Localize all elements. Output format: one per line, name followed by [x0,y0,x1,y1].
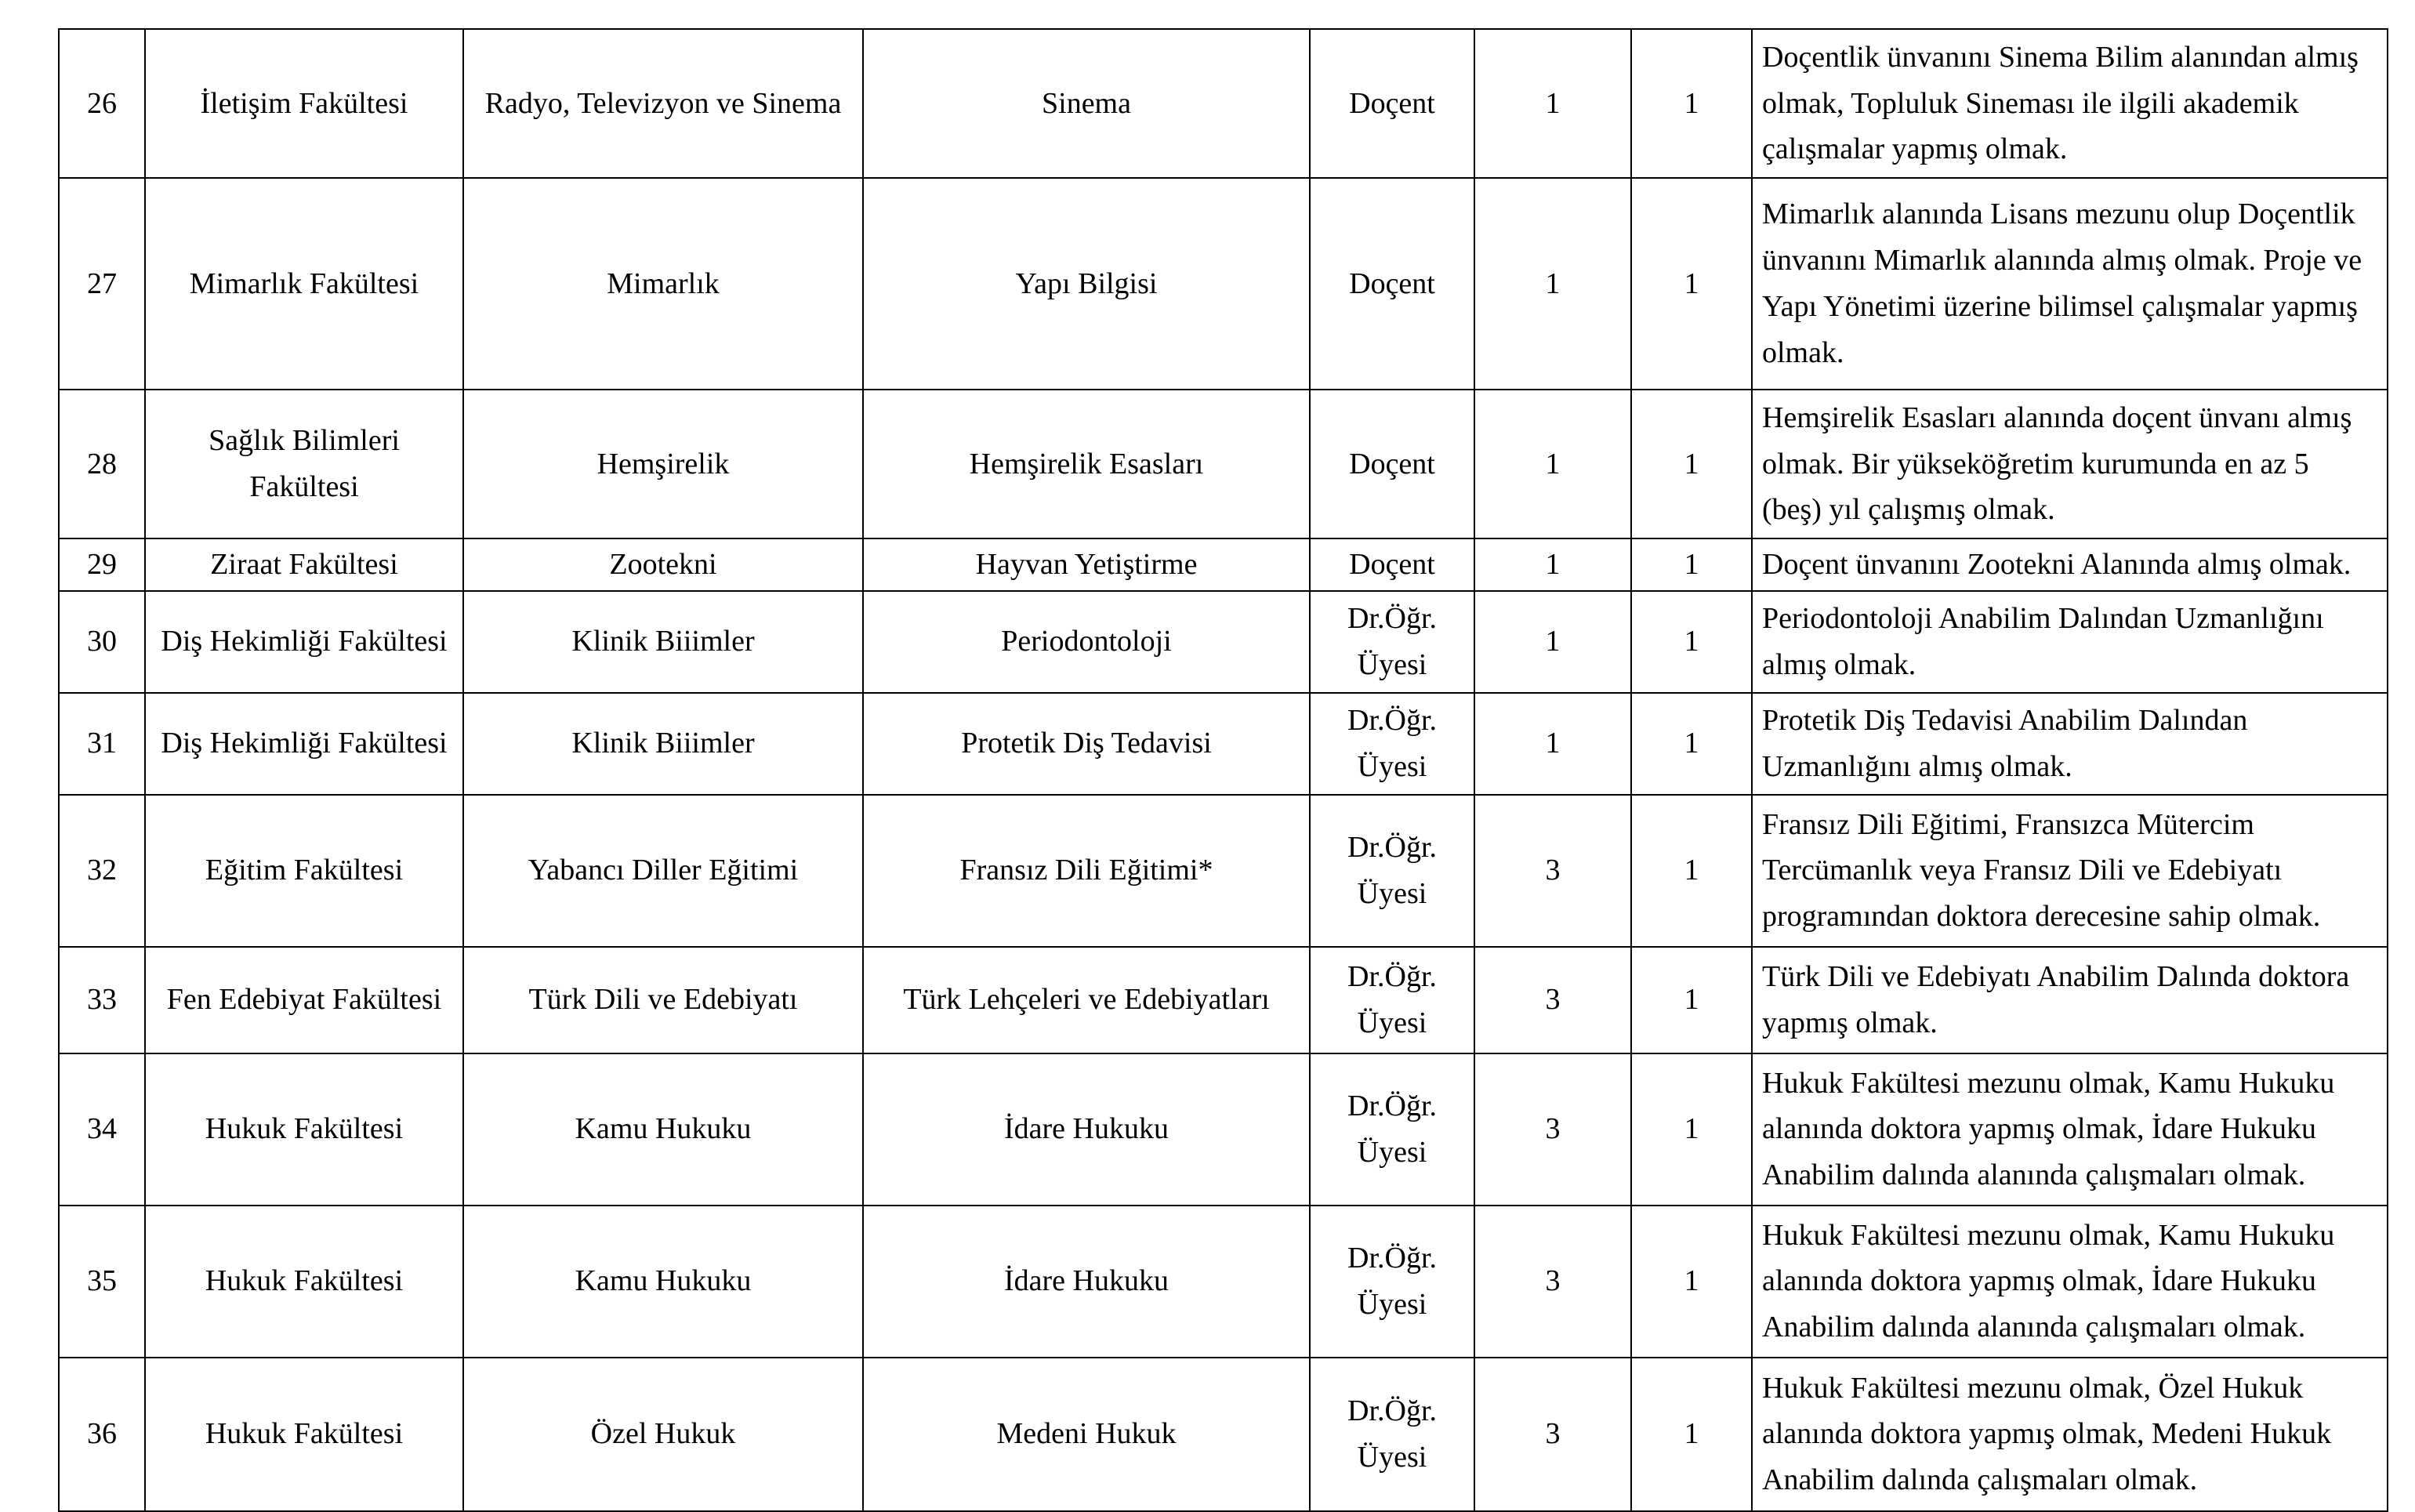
cell-description: Türk Dili ve Edebiyatı Anabilim Dalında doktora yapmış olmak. [1752,947,2388,1053]
cell-description: Doçentlik ünvanını Sinema Bilim alanından almış olmak, Topluluk Sineması ile ilgili akademik çalışmalar yapmış olmak. [1752,29,2388,178]
cell-title: Dr.Öğr. Üyesi [1310,693,1474,795]
cell-row-number: 32 [59,795,145,947]
cell-title: Dr.Öğr. Üyesi [1310,1358,1474,1511]
cell-department: Yabancı Diller Eğitimi [463,795,863,947]
cell-faculty: Fen Edebiyat Fakültesi [145,947,463,1053]
cell-department: Kamu Hukuku [463,1053,863,1206]
table-row [59,795,2388,947]
cell-department: Klinik Biiimler [463,693,863,795]
cell-row-number: 30 [59,591,145,693]
cell-row-number: 27 [59,178,145,390]
cell-field: Yapı Bilgisi [863,178,1310,390]
cell-faculty: Hukuk Fakültesi [145,1053,463,1206]
cell-degree: 3 [1474,1206,1631,1358]
cell-department: Zootekni [463,538,863,591]
cell-count: 1 [1631,591,1752,693]
cell-count: 1 [1631,947,1752,1053]
cell-department: Klinik Biiimler [463,591,863,693]
cell-field: Fransız Dili Eğitimi* [863,795,1310,947]
cell-field: İdare Hukuku [863,1053,1310,1206]
cell-description: Hemşirelik Esasları alanında doçent ünvanı almış olmak. Bir yükseköğretim kurumunda en az 5 (beş) yıl çalışmış olmak. [1752,390,2388,538]
cell-department: Radyo, Televizyon ve Sinema [463,29,863,178]
cell-department: Hemşirelik [463,390,863,538]
cell-department: Mimarlık [463,178,863,390]
cell-count: 1 [1631,1358,1752,1511]
cell-description: Protetik Diş Tedavisi Anabilim Dalından Uzmanlığını almış olmak. [1752,693,2388,795]
cell-degree: 3 [1474,1358,1631,1511]
cell-degree: 3 [1474,1053,1631,1206]
table-row [59,390,2388,538]
cell-faculty: Hukuk Fakültesi [145,1358,463,1511]
cell-description: Periodontoloji Anabilim Dalından Uzmanlığını almış olmak. [1752,591,2388,693]
cell-row-number: 28 [59,390,145,538]
cell-description: Hukuk Fakültesi mezunu olmak, Kamu Hukuku alanında doktora yapmış olmak, İdare Hukuku Anabilim dalında alanında çalışmaları olmak. [1752,1053,2388,1206]
table-row [59,538,2388,591]
cell-faculty: Sağlık Bilimleri Fakültesi [145,390,463,538]
cell-faculty: Mimarlık Fakültesi [145,178,463,390]
cell-row-number: 31 [59,693,145,795]
cell-row-number: 36 [59,1358,145,1511]
cell-department: Türk Dili ve Edebiyatı [463,947,863,1053]
table-row [59,693,2388,795]
cell-row-number: 26 [59,29,145,178]
cell-faculty: İletişim Fakültesi [145,29,463,178]
cell-title: Dr.Öğr. Üyesi [1310,947,1474,1053]
table-row [59,947,2388,1053]
cell-row-number: 34 [59,1053,145,1206]
cell-field: Hemşirelik Esasları [863,390,1310,538]
cell-department: Özel Hukuk [463,1358,863,1511]
cell-count: 1 [1631,795,1752,947]
table-row [59,178,2388,390]
academic-positions-table [58,28,2388,1512]
cell-description: Doçent ünvanını Zootekni Alanında almış olmak. [1752,538,2388,591]
cell-title: Dr.Öğr. Üyesi [1310,591,1474,693]
cell-title: Dr.Öğr. Üyesi [1310,1206,1474,1358]
cell-count: 1 [1631,178,1752,390]
cell-row-number: 33 [59,947,145,1053]
cell-degree: 1 [1474,591,1631,693]
cell-row-number: 29 [59,538,145,591]
cell-title: Doçent [1310,29,1474,178]
cell-field: İdare Hukuku [863,1206,1310,1358]
cell-field: Hayvan Yetiştirme [863,538,1310,591]
cell-faculty: Diş Hekimliği Fakültesi [145,591,463,693]
cell-count: 1 [1631,390,1752,538]
cell-field: Protetik Diş Tedavisi [863,693,1310,795]
table-row [59,591,2388,693]
cell-degree: 1 [1474,538,1631,591]
cell-degree: 1 [1474,693,1631,795]
cell-count: 1 [1631,1206,1752,1358]
cell-title: Doçent [1310,178,1474,390]
cell-degree: 3 [1474,795,1631,947]
cell-row-number: 35 [59,1206,145,1358]
cell-description: Hukuk Fakültesi mezunu olmak, Kamu Hukuku alanında doktora yapmış olmak, İdare Hukuku Anabilim dalında alanında çalışmaları olmak. [1752,1206,2388,1358]
cell-degree: 1 [1474,29,1631,178]
cell-department: Kamu Hukuku [463,1206,863,1358]
table-row [59,29,2388,178]
cell-degree: 1 [1474,390,1631,538]
cell-description: Fransız Dili Eğitimi, Fransızca Mütercim Tercümanlık veya Fransız Dili ve Edebiyatı programından doktora derecesine sahip olmak. [1752,795,2388,947]
cell-title: Doçent [1310,390,1474,538]
table-row [59,1053,2388,1206]
table-row [59,1206,2388,1358]
cell-count: 1 [1631,693,1752,795]
cell-faculty: Diş Hekimliği Fakültesi [145,693,463,795]
cell-degree: 3 [1474,947,1631,1053]
cell-count: 1 [1631,29,1752,178]
cell-title: Doçent [1310,538,1474,591]
cell-count: 1 [1631,1053,1752,1206]
cell-faculty: Ziraat Fakültesi [145,538,463,591]
cell-title: Dr.Öğr. Üyesi [1310,795,1474,947]
table-row [59,1358,2388,1511]
cell-field: Periodontoloji [863,591,1310,693]
cell-degree: 1 [1474,178,1631,390]
cell-field: Medeni Hukuk [863,1358,1310,1511]
cell-count: 1 [1631,538,1752,591]
cell-description: Mimarlık alanında Lisans mezunu olup Doçentlik ünvanını Mimarlık alanında almış olmak. Proje ve Yapı Yönetimi üzerine bilimsel çalışmalar yapmış olmak. [1752,178,2388,390]
cell-faculty: Hukuk Fakültesi [145,1206,463,1358]
cell-field: Türk Lehçeleri ve Edebiyatları [863,947,1310,1053]
cell-field: Sinema [863,29,1310,178]
cell-title: Dr.Öğr. Üyesi [1310,1053,1474,1206]
cell-faculty: Eğitim Fakültesi [145,795,463,947]
cell-description: Hukuk Fakültesi mezunu olmak, Özel Hukuk alanında doktora yapmış olmak, Medeni Hukuk Anabilim dalında çalışmaları olmak. [1752,1358,2388,1511]
